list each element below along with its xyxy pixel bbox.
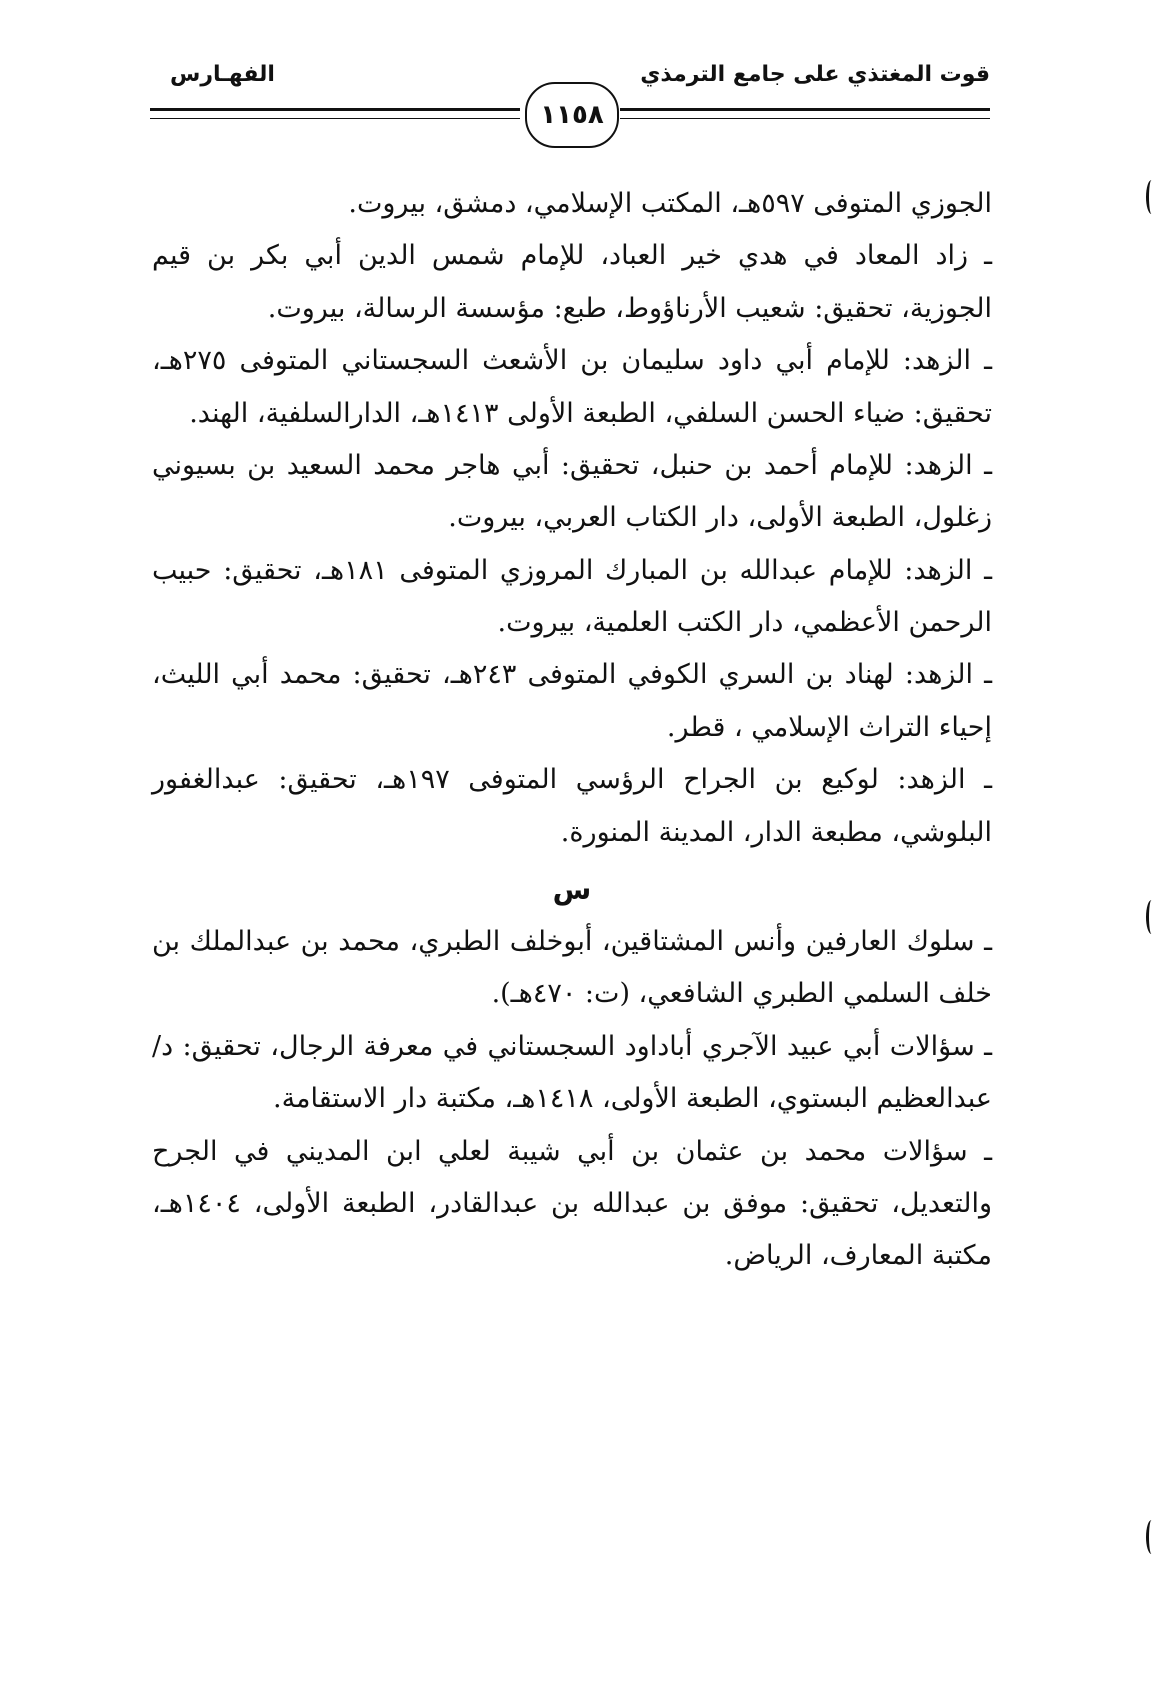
bibliography-entry: ـ الزهد: لهناد بن السري الكوفي المتوفى ٢٤٣هـ، تحقيق: محمد أبي الليث، إحياء التراث الإسلامي ، قطر. (152, 659, 993, 743)
bibliography-entry: ـ سؤالات أبي عبيد الآجري أباداود السجستاني في معرفة الرجال، تحقيق: د/ عبدالعظيم البستوي، الطبعة الأولى، ١٤١٨هـ، مكتبة دار الاستقامة. (152, 1030, 992, 1115)
bibliography-entry: ـ سلوك العارفين وأنس المشتاقين، أبوخلف الطبري، محمد بن عبدالملك بن خلف السلمي الطبري الشافعي، (ت: ٤٧٠هـ). (152, 926, 992, 1010)
bibliography-entry: ـ الزهد: لوكيع بن الجراح الرؤسي المتوفى ١٩٧هـ، تحقيق: عبدالغفور البلوشي، مطبعة الدار، المدينة المنورة. (152, 764, 992, 848)
running-header (150, 58, 990, 148)
book-title: قوت المغتذي على جامع الترمذي (640, 62, 990, 87)
bibliography-entry: ـ سؤالات محمد بن عثمان بن أبي شيبة لعلي ابن المديني في الجرح والتعديل، تحقيق: موفق بن عبدالله بن عبدالقادر، الطبعة الأولى، ١٤٠٤هـ، مكتبة المعارف، الرياض. (152, 1135, 992, 1272)
header-rule-left (150, 108, 520, 119)
bibliography-entry: ـ زاد المعاد في هدي خير العباد، للإمام شمس الدين أبي بكر بن قيم الجوزية، تحقيق: شعيب الأرناؤوط، طبع: مؤسسة الرسالة، بيروت. (152, 240, 992, 324)
section-title: الفهـارس (170, 62, 275, 87)
bibliography-list (152, 178, 992, 1283)
section-letter-heading: س (552, 872, 592, 906)
header-rule-right (620, 108, 990, 119)
bibliography-entry: ـ الزهد: للإمام عبدالله بن المبارك المروزي المتوفى ١٨١هـ، تحقيق: حبيب الرحمن الأعظمي، دار الكتب العلمية، بيروت. (152, 554, 992, 638)
scan-edge-mark (1146, 180, 1157, 214)
bibliography-entry: ـ الزهد: للإمام أبي داود سليمان بن الأشعث السجستاني المتوفى ٢٧٥هـ، تحقيق: ضياء الحسن السلفي، الطبعة الأولى ١٤١٣هـ، الدارالسلفية، الهند. (152, 345, 992, 429)
bibliography-entry: ـ الزهد: للإمام أحمد بن حنبل، تحقيق: أبي هاجر محمد السعيد بن بسيوني زغلول، الطبعة الأولى، دار الكتاب العربي، بيروت. (152, 449, 992, 534)
scan-edge-mark (1146, 900, 1157, 934)
scan-edge-mark (1146, 1520, 1157, 1554)
page-number: ١١٥٨ (525, 82, 619, 148)
bibliography-entry: الجوزي المتوفى ٥٩٧هـ، المكتب الإسلامي، دمشق، بيروت. (348, 188, 992, 219)
